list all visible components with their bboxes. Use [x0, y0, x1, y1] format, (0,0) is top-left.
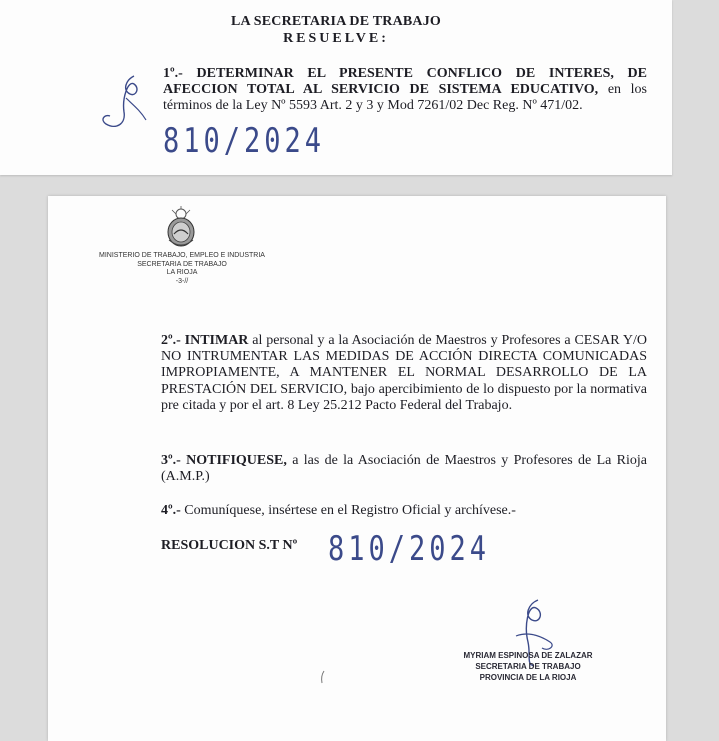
ministry-name: MINISTERIO DE TRABAJO, EMPLEO E INDUSTRIA — [99, 252, 265, 259]
article-4-text: Comuníquese, insértese en el Registro Oficial y archívese.- — [184, 503, 516, 518]
article-2-text-2: bajo apercibimiento de lo dispuesto por la normativa pre citada y por el art. 8 Ley 25.212 Pacto Federal del Trabajo. — [161, 381, 647, 413]
signatory-title: SECRETARIA DE TRABAJO — [475, 662, 581, 671]
article-1 — [163, 66, 647, 115]
article-1-number: 1º.- — [163, 66, 183, 81]
article-2-bold: INTIMAR — [184, 333, 249, 348]
article-4 — [161, 503, 647, 519]
secretaria-header: LA SECRETARIA DE TRABAJO — [230, 14, 442, 29]
article-3-text: a las de la Asociación de Maestros y Profesores de La Rioja (A.M.P.) — [161, 453, 647, 485]
article-3-bold: NOTIFIQUESE, — [186, 453, 287, 468]
ministry-secretaria: SECRETARIA DE TRABAJO — [137, 260, 227, 268]
resolution-label: RESOLUCION S.T Nº — [161, 538, 298, 553]
resuelve-heading: RESUELVE: — [283, 31, 389, 46]
coat-of-arms-emblem — [164, 206, 198, 248]
article-2-text-1: al personal y a la Asociación de Maestros y Profesores a CESAR Y/O NO INTRUMENTAR LAS MEDIDAS DE ACCIÓN DIRECTA COMUNICADAS IMPROPIAMENTE, A MANTENER EL NORMAL DESARROLLO DE LA PRESTACIÓN DEL SERVICIO, — [161, 333, 647, 397]
article-4-number: 4º.- — [161, 503, 181, 518]
article-3 — [161, 453, 647, 485]
resolution-stamp-bottom: 810/2024 — [328, 530, 491, 569]
article-3-number: 3º.- — [161, 453, 181, 468]
document-page-main — [48, 196, 666, 741]
signatory-name: MYRIAM ESPINOSA DE ZALAZAR — [463, 651, 593, 660]
signatory-province: PROVINCIA DE LA RIOJA — [479, 673, 577, 682]
ministry-province: LA RIOJA — [166, 269, 198, 276]
initials-signature — [96, 70, 156, 138]
resolution-stamp-top: 810/2024 — [163, 122, 326, 161]
ministry-letterhead — [98, 252, 266, 286]
ink-mark — [320, 670, 326, 684]
article-1-bold: DETERMINAR EL PRESENTE CONFLICO DE INTERES, DE AFECCION TOTAL AL SERVICIO DE SISTEMA EDUCATIVO, — [163, 66, 648, 98]
article-2 — [161, 333, 647, 414]
page-number: -3-// — [175, 277, 189, 285]
signature-block — [453, 650, 603, 683]
article-2-number: 2º.- — [161, 333, 181, 348]
article-1-text: en los términos de la Ley Nº 5593 Art. 2 y 3 y Mod 7261/02 Dec Reg. Nº 471/02. — [163, 82, 647, 114]
document-page-top — [0, 0, 672, 175]
